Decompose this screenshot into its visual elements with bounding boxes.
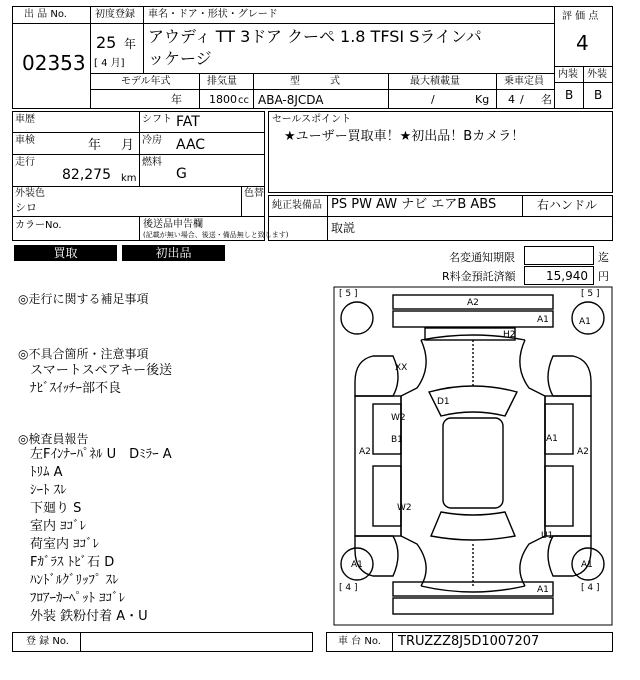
manual-value: 取説 [331,221,356,235]
ext-color-label: 外装色 [15,188,45,199]
aftermarket-note: (記載が無い場合、後送・備品無しと致します) [143,231,289,239]
model-value: ABA-8JCDA [258,93,324,107]
max-load-unit: Kg [475,93,490,106]
ac-value: AAC [176,137,206,153]
recolor-label: 色替 [244,188,264,199]
damage-mark: A1 [579,317,591,327]
inspector-item: ﾊﾝﾄﾞﾙｸﾞﾘｯﾌﾟ ｽﾚ [30,573,119,588]
damage-mark: H2 [503,330,516,340]
lot-no: 02353 [22,51,86,75]
bottom-bracket: [ 4 ] [339,583,358,593]
top-bracket: [ 5 ] [339,289,358,299]
first-reg-month: [ 4 月] [94,58,125,69]
inspector-item: ﾌﾛｱｰｶｰﾍﾟｯﾄ ﾖｺﾞﾚ [30,591,126,606]
sales-point-text: ★ユーザー買取車！★初出品！Bカメラ！ [284,129,525,144]
exterior-label: 外装 [587,69,607,80]
max-load-value: / [431,93,435,106]
recycle-unit: 円 [598,270,609,283]
chassis-label: 車 台 No. [338,636,381,647]
drive-side: 右ハンドル [537,198,598,212]
sales-point-label: セールスポイント [272,114,352,125]
damage-mark: D1 [437,397,450,407]
damage-mark: W2 [391,413,406,423]
inspector-item: Fｶﾞﾗｽ ﾄﾋﾞ石 D [30,555,115,570]
bottom-bracket-right: [ 4 ] [581,583,600,593]
capacity-sep: / [520,93,524,106]
reg-no-label: 登 録 No. [26,636,69,647]
damage-mark: A2 [577,447,589,457]
car-name-line1: アウディ TT 3ドア クーペ 1.8 TFSI Sラインパ [148,27,482,46]
damage-mark: U1 [541,531,554,541]
car-name-label: 車名・ドア・形状・グレード [148,9,278,20]
shaken-label: 車検 [15,135,35,146]
model-year-label: モデル年式 [121,76,171,87]
max-load-label: 最大積載量 [410,76,460,87]
first-reg-label: 初度登録 [95,9,135,20]
fuel-value: G [176,166,187,182]
displacement-unit: cc [238,95,249,106]
inspector-item: 下廻り S [30,501,82,516]
displacement-label: 排気量 [207,76,237,87]
damage-mark: A1 [537,585,549,595]
top-bracket-right: [ 5 ] [581,289,600,299]
model-year-unit: 年 [171,93,182,106]
damage-mark: A2 [467,298,479,308]
inspector-heading: ◎検査員報告 [18,432,89,446]
equipment-label: 純正装備品 [272,200,322,211]
capacity-label: 乗車定員 [504,76,544,87]
interior-grade: B [565,88,574,102]
recycle-value: 15,940 [546,269,588,283]
history-label: 車歴 [15,114,35,125]
model-label: 型 式 [290,76,340,87]
chassis-value: TRUZZZ8J5D1007207 [398,634,540,649]
car-damage-diagram [333,286,613,626]
recycle-label: R料金預託済額 [442,270,516,283]
car-name-line2: ッケージ [148,49,212,68]
ext-color-value: シロ [15,201,37,214]
mileage-value: 82,275 [62,167,111,183]
color-no-label: カラーNo. [15,220,62,231]
inspector-item: 外装 鉄粉付着 A・U [30,609,148,624]
inspector-item: 左Fｲﾝﾅｰﾊﾟﾈﾙ U Dﾐﾗｰ A [30,447,172,462]
grade-label: 評 価 点 [562,11,599,22]
driving-notes-heading: ◎走行に関する補足事項 [18,292,149,306]
first-reg-year: 25 [96,33,117,52]
inspector-item: 荷室内 ﾖｺﾞﾚ [30,537,100,552]
defect-item: ﾅﾋﾞｽｲｯﾁｰ部不良 [30,381,122,396]
aftermarket-label: 後送品申告欄 [143,219,203,230]
buy-badge: 買取 [14,245,117,261]
mileage-label: 走行 [15,157,35,168]
name-change-unit: 迄 [598,251,609,264]
damage-mark: B1 [391,435,403,445]
grade-value: 4 [576,31,589,55]
damage-mark: A2 [359,447,371,457]
exterior-grade: B [594,88,603,102]
equipment-value: PS PW AW ナビ エアB ABS [331,197,497,212]
shift-value: FAT [176,114,200,130]
damage-mark: A1 [546,434,558,444]
shaken-month: 月 [121,138,135,153]
damage-mark: A1 [581,560,593,570]
shaken-year: 年 [88,138,102,153]
inspector-item: ﾄﾘﾑ A [30,465,63,480]
damage-mark: A1 [351,560,363,570]
damage-mark: XX [395,363,408,373]
interior-label: 内装 [558,69,578,80]
capacity-value: 4 [508,93,515,106]
name-change-box [524,246,594,265]
lot-no-label: 出 品 No. [24,9,67,20]
mileage-unit: km [121,173,137,184]
shift-label: シフト [142,114,172,125]
damage-mark: A1 [537,315,549,325]
defect-item: スマートスペアキー後送 [30,363,173,378]
inspector-item: ｼｰﾄ ｽﾚ [30,483,67,498]
first-listing-badge: 初出品 [122,245,225,261]
fuel-label: 燃料 [142,157,162,168]
first-reg-year-unit: 年 [124,37,137,51]
displacement-value: 1800 [209,93,237,106]
damage-mark: W2 [397,503,412,513]
capacity-unit: 名 [541,93,552,106]
name-change-label: 名変通知期限 [449,251,515,264]
ac-label: 冷房 [142,135,162,146]
defects-heading: ◎不具合箇所・注意事項 [18,347,149,361]
inspector-item: 室内 ﾖｺﾞﾚ [30,519,87,534]
